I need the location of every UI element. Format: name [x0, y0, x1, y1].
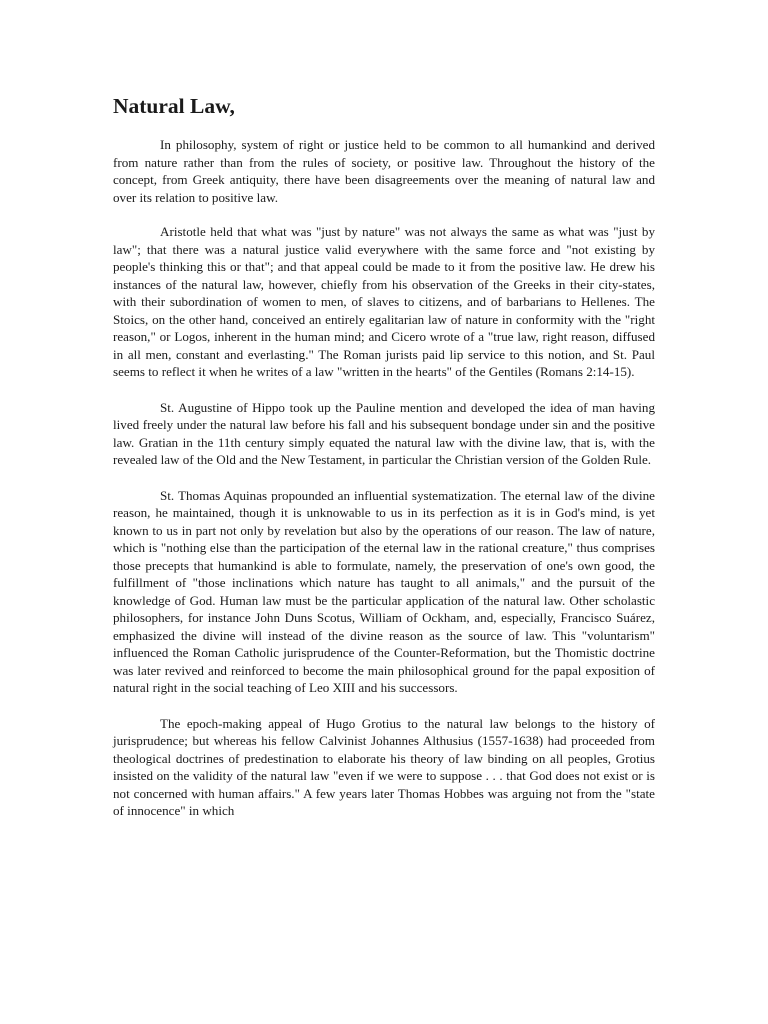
paragraph-augustine: St. Augustine of Hippo took up the Pauline mention and developed the idea of man having lived freely under the natural law before his fall and his subsequent bondage under sin and the positive law. Gratian in the 11th century simply equated the natural law with the divine law, that is, with the revealed law of the Old and the New Testament, in particular the Christian version of the Golden Rule.	[113, 399, 655, 467]
paragraph-grotius: The epoch-making appeal of Hugo Grotius to the natural law belongs to the history of jurisprudence; but whereas his fellow Calvinist Johannes Althusius (1557-1638) had proceeded from theological doctrines of predestination to elaborate his theory of law binding on all peoples, Grotius insisted on the validity of the natural law "even if we were to suppose . . . that God does not exist or is not concerned with human affairs." A few years later Thomas Hobbes was arguing not from the "state of innocence" in which	[113, 715, 655, 818]
document-body	[113, 93, 655, 820]
document-title: Natural Law,	[113, 94, 235, 118]
paragraph-aristotle: Aristotle held that what was "just by nature" was not always the same as what was "just by law"; that there was a natural justice valid everywhere with the same force and "not existing by people's thinking this or that"; and that appeal could be made to it from the positive law. He drew his instances of the natural law, however, chiefly from his observation of the Greeks in their city-states, with their subordination of women to men, of slaves to citizens, and of barbarians to Hellenes. The Stoics, on the other hand, conceived an entirely egalitarian law of nature in conformity with the "right reason," or Logos, inherent in the human mind; and Cicero wrote of a "true law, right reason, diffused in all men, constant and everlasting." The Roman jurists paid lip service to this notion, and St. Paul seems to reflect it when he writes of a law "written in the hearts" of the Gentiles (Romans 2:14-15).	[113, 224, 655, 379]
paragraph-aquinas: St. Thomas Aquinas propounded an influential systematization. The eternal law of the divine reason, he maintained, though it is unknowable to us in its perfection as it is in God's mind, is yet known to us in part not only by revelation but also by the operations of our reason. The law of nature, which is "nothing else than the participation of the eternal law in the rational creature," thus comprises those precepts that humankind is able to formulate, namely, the preservation of one's own good, the fulfillment of "those inclinations which nature has taught to all animals," and the pursuit of the knowledge of God. Human law must be the particular application of the natural law. Other scholastic philosophers, for instance John Duns Scotus, William of Ockham, and, especially, Francisco Suárez, emphasized the divine will instead of the divine reason as the source of law. This "voluntarism" influenced the Roman Catholic jurisprudence of the Counter-Reformation, but the Thomistic doctrine was later revived and reinforced to become the main philosophical ground for the papal exposition of natural right in the social teaching of Leo XIII and his successors.	[113, 487, 655, 695]
paragraph-intro: In philosophy, system of right or justice held to be common to all humankind and derived from nature rather than from the rules of society, or positive law. Throughout the history of the concept, from Greek antiquity, there have been disagreements over the meaning of natural law and over its relation to positive law.	[113, 137, 655, 205]
